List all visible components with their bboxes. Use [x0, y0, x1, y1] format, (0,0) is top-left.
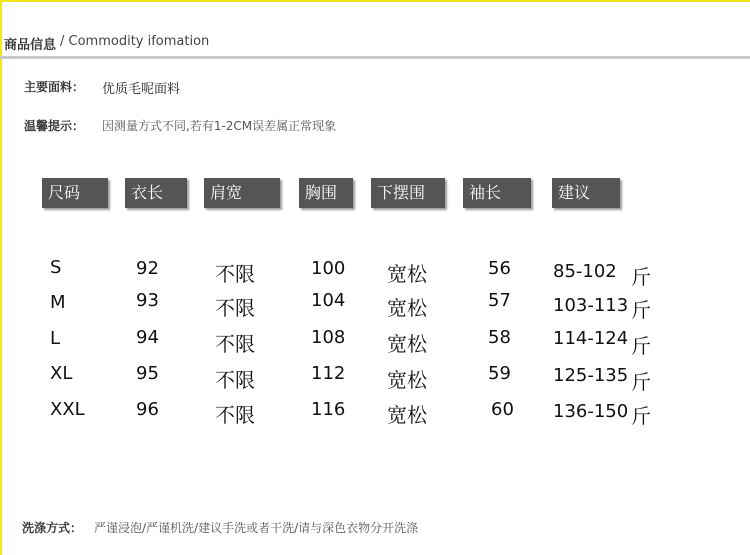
table-cell-suggest: 125-135 [553, 365, 629, 386]
table-cell-suggest: 103-113 [553, 295, 629, 316]
fabric-label: 主要面料： [24, 80, 85, 94]
yellow-top-border [0, 0, 750, 2]
table-cell-chest: 104 [311, 290, 346, 311]
table-cell-unit: 斤 [631, 265, 651, 289]
table-cell-size: XXL [50, 399, 85, 420]
table-cell-size: L [50, 328, 61, 349]
table-cell-unit: 斤 [631, 298, 651, 322]
table-cell-hem: 宽松 [387, 262, 427, 286]
table-cell-length: 93 [136, 290, 159, 311]
table-cell-chest: 108 [311, 327, 346, 348]
table-cell-length: 95 [136, 363, 159, 384]
wash-value: 严谨浸泡/严谨机洗/建议手洗或者干洗/请与深色衣物分开洗涤 [94, 521, 419, 535]
table-cell-chest: 100 [311, 258, 346, 279]
table-cell-shoulder: 不限 [215, 296, 255, 320]
table-cell-sleeve: 60 [491, 399, 514, 420]
table-cell-unit: 斤 [631, 334, 651, 358]
table-cell-size: XL [50, 363, 73, 384]
table-cell-suggest: 85-102 [553, 261, 617, 282]
section-title: 商品信息 [4, 38, 57, 53]
fabric-row [24, 78, 181, 97]
section-subtitle: / Commodity ifomation [60, 34, 210, 49]
table-cell-chest: 112 [311, 363, 346, 384]
table-cell-size: M [50, 292, 66, 313]
table-cell-shoulder: 不限 [215, 403, 255, 427]
yellow-left-border [0, 0, 2, 555]
table-cell-length: 92 [136, 258, 159, 279]
table-cell-hem: 宽松 [387, 296, 427, 320]
hint-value: 因测量方式不同,若有1-2CM误差属正常现象 [102, 119, 337, 133]
table-cell-chest: 116 [311, 399, 346, 420]
column-header-suggest: 建议 [552, 178, 620, 208]
table-cell-suggest: 114-124 [553, 328, 629, 349]
fabric-value: 优质毛呢面料 [102, 82, 181, 97]
wash-label: 洗涤方式： [22, 521, 83, 535]
column-header-chest: 胸围 [299, 178, 353, 208]
section-header [0, 30, 750, 56]
table-cell-shoulder: 不限 [215, 368, 255, 392]
table-cell-shoulder: 不限 [215, 262, 255, 286]
table-cell-sleeve: 58 [488, 327, 511, 348]
column-header-size: 尺码 [42, 178, 108, 208]
table-cell-shoulder: 不限 [215, 332, 255, 356]
column-header-length: 衣长 [125, 178, 187, 208]
table-cell-length: 94 [136, 327, 159, 348]
table-cell-sleeve: 57 [488, 290, 511, 311]
hint-label: 温馨提示： [24, 119, 85, 133]
table-cell-unit: 斤 [631, 370, 651, 394]
table-cell-suggest: 136-150 [553, 401, 629, 422]
wash-row [22, 519, 418, 536]
table-cell-unit: 斤 [631, 404, 651, 428]
header-divider [0, 56, 750, 59]
table-cell-sleeve: 56 [488, 258, 511, 279]
column-header-hem: 下摆围 [371, 178, 445, 208]
table-cell-length: 96 [136, 399, 159, 420]
table-cell-hem: 宽松 [387, 403, 427, 427]
hint-row [24, 117, 337, 134]
table-cell-hem: 宽松 [387, 332, 427, 356]
column-header-shoulder: 肩宽 [204, 178, 280, 208]
table-cell-sleeve: 59 [488, 363, 511, 384]
column-header-sleeve: 袖长 [463, 178, 531, 208]
table-cell-hem: 宽松 [387, 368, 427, 392]
table-cell-size: S [50, 257, 62, 278]
